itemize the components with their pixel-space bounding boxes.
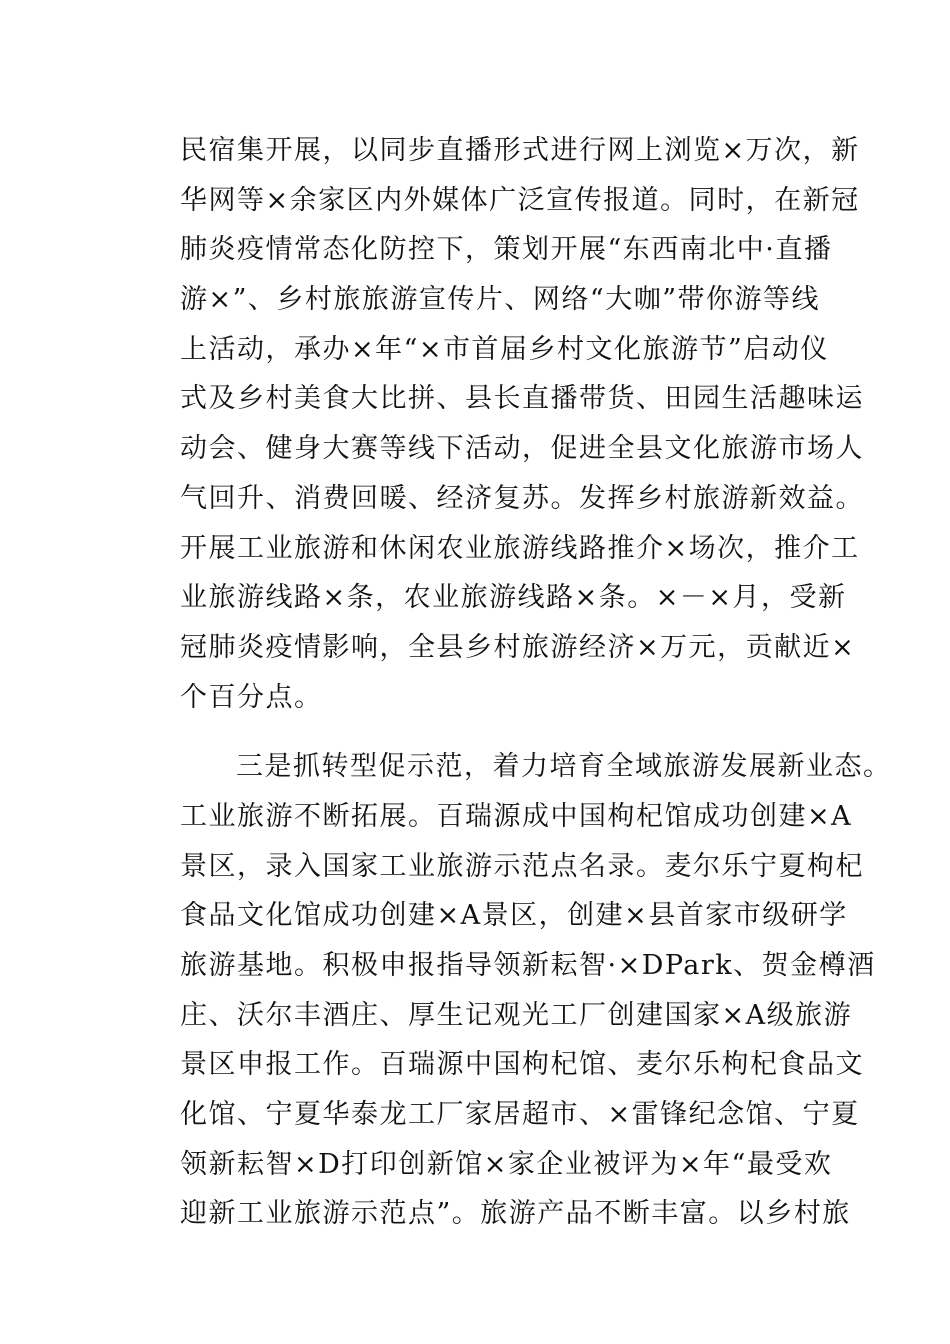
text-line: 化馆、宁夏华泰龙工厂家居超市、×雷锋纪念馆、宁夏 (180, 1099, 860, 1131)
text-line: 三是抓转型促示范，着力培育全域旅游发展新业态。 (236, 751, 892, 783)
text-line: 冠肺炎疫情影响，全县乡村旅游经济×万元，贡献近× (180, 631, 856, 663)
text-line: 食品文化馆成功创建×A景区，创建×县首家市级研学 (180, 900, 848, 932)
paragraph-spacer (180, 722, 820, 742)
text-line: 景区申报工作。百瑞源中国枸杞馆、麦尔乐枸杞食品文 (180, 1049, 864, 1081)
text-line: 气回升、消费回暖、经济复苏。发挥乡村旅游新效益。 (180, 482, 864, 514)
text-line: 庄、沃尔丰酒庄、厚生记观光工厂创建国家×A级旅游 (180, 999, 853, 1031)
body-text (180, 126, 892, 1239)
text-line: 民宿集开展，以同步直播形式进行网上浏览×万次，新 (180, 135, 860, 166)
text-line: 游×”、乡村旅旅游宣传片、网络“大咖”带你游等线 (180, 284, 821, 316)
text-line: 景区，录入国家工业旅游示范点名录。麦尔乐宁夏枸杞 (180, 850, 864, 882)
text-line: 旅游基地。积极申报指导领新耘智·×DPark、贺金樽酒 (180, 950, 876, 981)
text-line: 领新耘智×D打印创新馆×家企业被评为×年“最受欢 (180, 1148, 833, 1180)
text-line: 迎新工业旅游示范点”。旅游产品不断丰富。以乡村旅 (180, 1198, 851, 1230)
text-line: 工业旅游不断拓展。百瑞源成中国枸杞馆成功创建×A (180, 800, 853, 832)
text-line: 式及乡村美食大比拼、县长直播带货、田园生活趣味运 (180, 383, 864, 415)
paragraph-1 (180, 126, 864, 722)
text-line: 肺炎疫情常态化防控下，策划开展“东西南北中·直播 (180, 234, 833, 266)
text-line: 开展工业旅游和休闲农业旅游线路推介×场次，推介工 (180, 532, 860, 564)
paragraph-2 (180, 742, 892, 1239)
text-line: 业旅游线路×条，农业旅游线路×条。×－×月，受新 (180, 582, 847, 614)
text-line: 上活动，承办×年“×市首届乡村文化旅游节”启动仪 (180, 333, 829, 365)
text-line: 个百分点。 (180, 681, 323, 713)
text-line: 华网等×余家区内外媒体广泛宣传报道。同时，在新冠 (180, 184, 860, 216)
text-line: 动会、健身大赛等线下活动，促进全县文化旅游市场人 (180, 433, 864, 465)
